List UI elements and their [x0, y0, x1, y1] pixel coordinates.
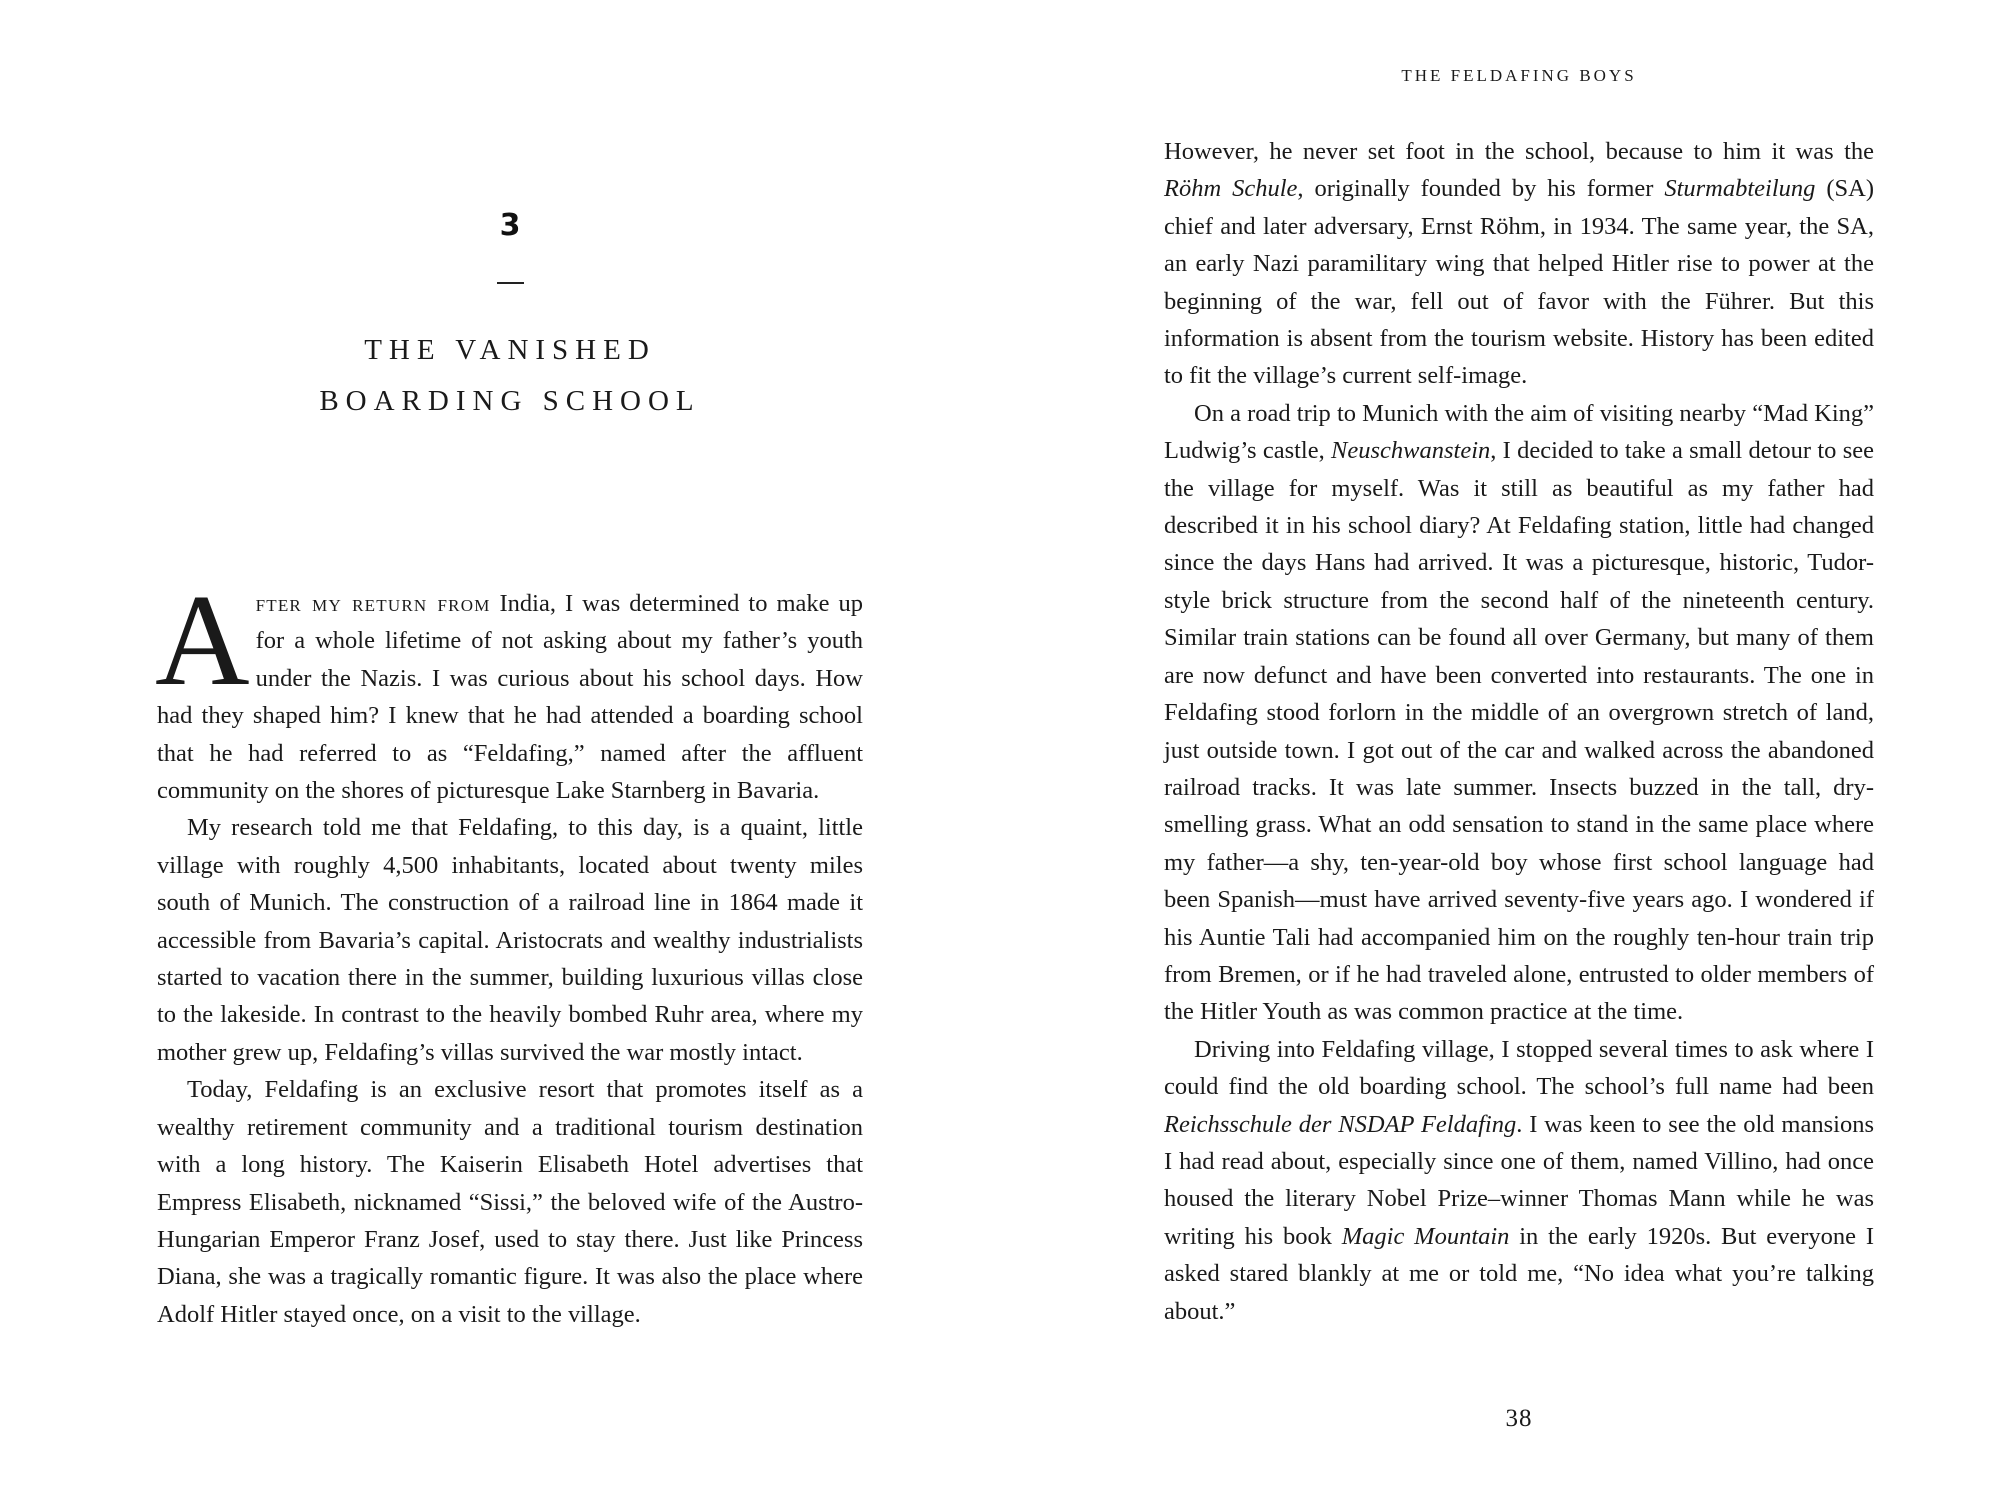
chapter-title-line-2: BOARDING SCHOOL: [319, 385, 701, 417]
right-paragraph-3: [1164, 1031, 1874, 1330]
italic-run: Reichsschule der NSDAP Feldafing: [1164, 1110, 1517, 1138]
text-run: Driving into Feldafing village, I stopped several times to ask where I could find the old boarding school. The school’s full name had been: [1164, 1035, 1874, 1101]
opening-small-caps: fter my return from: [255, 590, 491, 617]
drop-cap: A: [155, 568, 250, 713]
running-head: THE FELDAFING BOYS: [1401, 66, 1637, 85]
text-run: (SA) chief and later adversary, Ernst Röhm, in 1934. The same year, the SA, an early Nazi paramilitary wing that helped Hitler rise to power at the beginning of the war, fell out of favor with the Führer. But this information is absent from the tourism website. History has been edited to fit the village’s current self-image.: [1164, 175, 1874, 390]
chapter-divider: [497, 282, 524, 284]
paragraph-2: My research told me that Feldafing, to this day, is a quaint, little village with roughly 4,500 inhabitants, located about twenty miles south of Munich. The construction of a railroad line in 1864 made it accessible from Bavaria’s capital. Aristocrats and wealthy industrialists started to vacation there in the summer, building luxurious villas close to the lakeside. In contrast to the heavily bombed Ruhr area, where my mother grew up, Feldafing’s villas survived the war mostly intact.: [157, 814, 863, 1066]
italic-run: Sturmabteilung: [1664, 175, 1816, 203]
chapter-number: 3: [499, 208, 521, 243]
text-run: , I decided to take a small detour to see the village for myself. Was it still as beautiful as my father had described it in his school diary? At Feldafing station, little had changed since the days Hans had arrived. It was a picturesque, historic, Tudor-style brick structure from the second half of the nineteenth century. Similar train stations can be found all over Germany, but many of them are now defunct and have been converted into restaurants. The one in Feldafing stood forlorn in the middle of an overgrown stretch of land, just outside town. I got out of the car and walked across the abandoned railroad tracks. It was late summer. Insects buzzed in the tall, dry-smelling grass. What an odd sensation to stand in the same place where my father—a shy, ten-year-old boy whose first school language had been Spanish—must have arrived seventy-five years ago. I wondered if his Auntie Tali had accompanied him on the roughly ten-hour train trip from Bremen, or if he had traveled alone, entrusted to older members of the Hitler Youth as was common practice at the time.: [1164, 437, 1874, 1026]
page-number: 38: [1505, 1405, 1533, 1432]
italic-run: Röhm Schule: [1164, 175, 1298, 203]
right-body-text: [1164, 133, 1874, 1330]
chapter-title-line-1: THE VANISHED: [364, 334, 656, 366]
italic-run: Neuschwanstein: [1331, 437, 1491, 465]
left-body-text: [155, 568, 863, 1333]
text-run: . I was keen to see the old mansions I had read about, especially since one of them, named Villino, had once housed the literary Nobel Prize–winner Thomas Mann while he was writing his book: [1164, 1110, 1874, 1250]
paragraph-3: Today, Feldafing is an exclusive resort that promotes itself as a wealthy retirement community and a traditional tourism destination with a long history. The Kaiserin Elisabeth Hotel advertises that Empress Elisabeth, nicknamed “Sissi,” the beloved wife of the Austro-Hungarian Emperor Franz Josef, used to stay there. Just like Princess Diana, she was a tragically romantic figure. It was also the place where Adolf Hitler stayed once, on a visit to the village.: [157, 1076, 863, 1328]
text-run: On a road trip to Munich with the aim of visiting nearby “Mad King” Ludwig’s castle,: [1164, 399, 1874, 465]
right-paragraph-1: [1164, 133, 1874, 395]
right-paragraph-2: [1164, 395, 1874, 1031]
chapter-title: [157, 325, 863, 427]
italic-run: Magic Mountain: [1341, 1222, 1510, 1250]
left-page: [157, 0, 863, 1500]
text-run: However, he never set foot in the school, because to him it was the: [1164, 138, 1874, 165]
text-run: in the early 1920s. But everyone I asked stared blankly at me or told me, “No idea what you’re talking about.”: [1164, 1222, 1874, 1325]
text-run: , originally founded by his former: [1297, 175, 1665, 203]
opening-paragraph-text: India, I was determined to make up for a whole lifetime of not asking about my father’s youth under the Nazis. I was curious about his school days. How had they shaped him? I knew that he had attended a boarding school that he had referred to as “Feldafing,” named after the affluent community on the shores of picturesque Lake Starnberg in Bavaria.: [157, 590, 863, 805]
opening-paragraph: [155, 568, 863, 809]
